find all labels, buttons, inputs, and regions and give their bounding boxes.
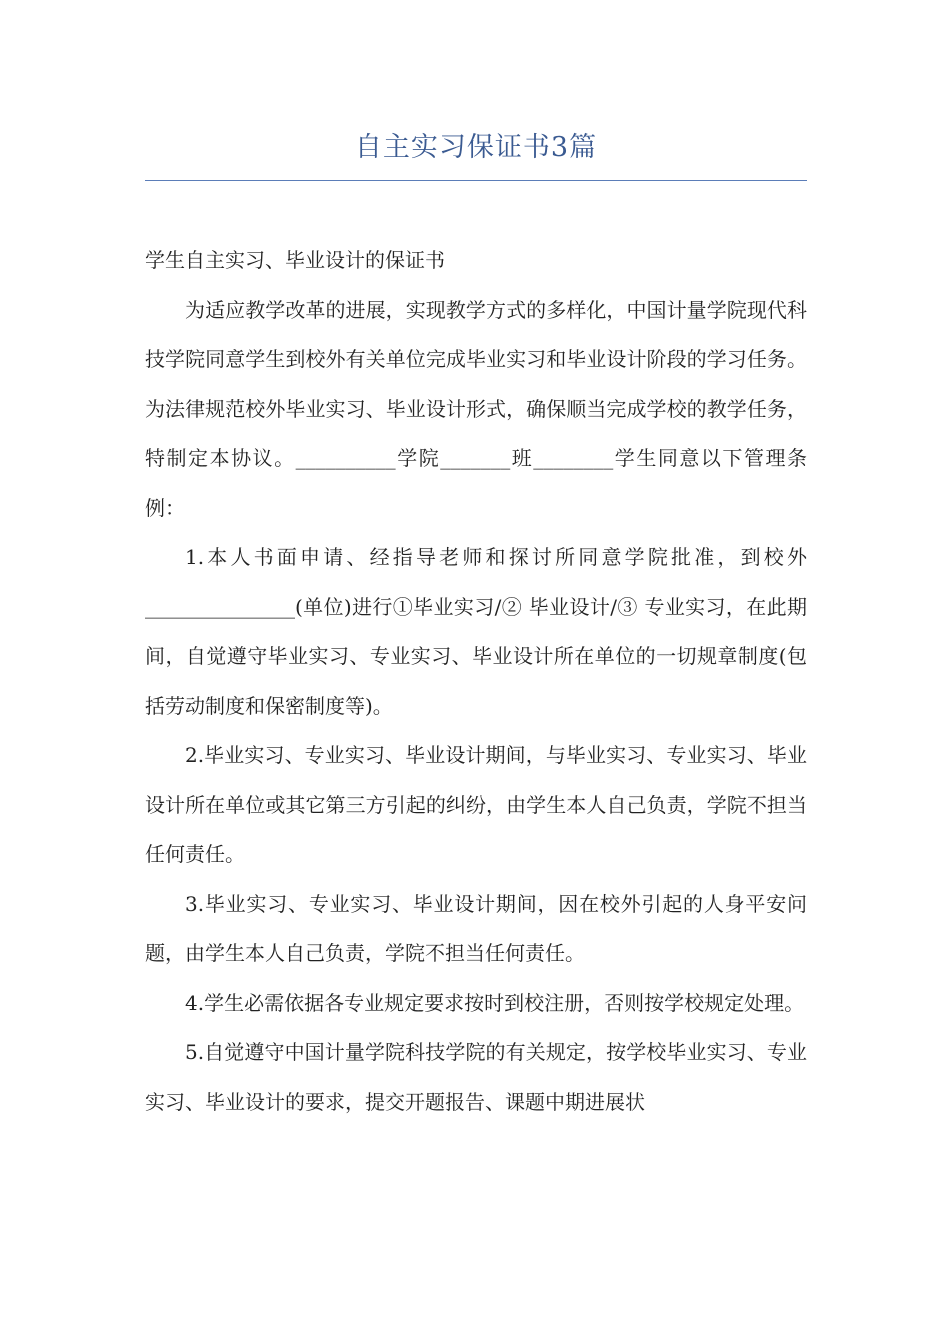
paragraph-clause-5: 5.自觉遵守中国计量学院科技学院的有关规定，按学校毕业实习、专业实习、毕业设计的要求，提交开题报告、课题中期进展状 — [145, 1040, 807, 1114]
title-divider — [145, 180, 807, 181]
paragraph-clause-3: 3.毕业实习、专业实习、毕业设计期间，因在校外引起的人身平安问题，由学生本人自己负责，学院不担当任何责任。 — [145, 891, 807, 965]
paragraph-clause-4: 4.学生必需依据各专业规定要求按时到校注册，否则按学校规定处理。 — [185, 990, 805, 1015]
section-heading: 学生自主实习、毕业设计的保证书 — [145, 248, 445, 272]
document-title: 自主实习保证书3篇 — [354, 132, 598, 163]
document-body — [145, 236, 807, 1127]
paragraph-clause-2: 2.毕业实习、专业实习、毕业设计期间，与毕业实习、专业实习、毕业设计所在单位或其它第三方引起的纠纷，由学生本人自己负责，学院不担当任何责任。 — [145, 743, 807, 866]
paragraph-clause-1: 1.本人书面申请、经指导老师和探讨所同意学院批准，到校外_______________(单位)进行①毕业实习/② 毕业设计/③ 专业实习，在此期间，自觉遵守毕业实习、专业实习、毕业设计所在单位的一切规章制度(包括劳动制度和保密制度等)。 — [145, 545, 807, 718]
paragraph-intro: 为适应教学改革的进展，实现教学方式的多样化，中国计量学院现代科技学院同意学生到校外有关单位完成毕业实习和毕业设计阶段的学习任务。为法律规范校外毕业实习、毕业设计形式，确保顺当完成学校的教学任务，特制定本协议。__________学院_______班________学生同意以下管理条例： — [145, 297, 807, 520]
